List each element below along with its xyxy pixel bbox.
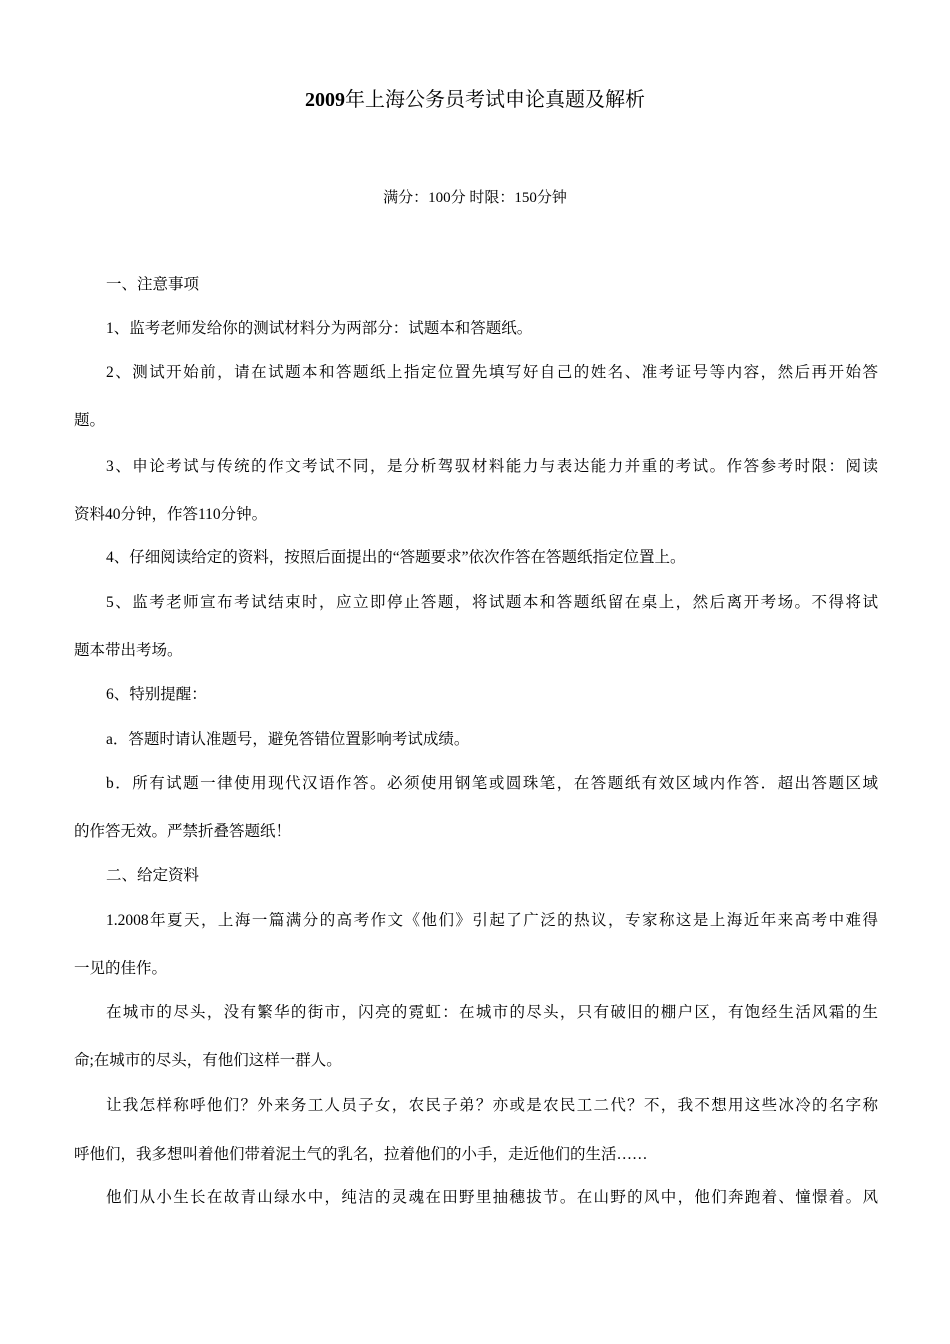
document-title bbox=[0, 86, 950, 114]
notice-item-6b-line-2: 的作答无效。严禁折叠答题纸！ bbox=[74, 823, 292, 840]
notice-item-1: 1、监考老师发给你的测试材料分为两部分：试题本和答题纸。 bbox=[106, 320, 533, 337]
notice-item-2-line-2: 题。 bbox=[74, 412, 106, 429]
notice-heading: 一、注意事项 bbox=[106, 276, 200, 293]
notice-item-5-line-2: 题本带出考场。 bbox=[74, 642, 183, 659]
materials-heading: 二、给定资料 bbox=[106, 867, 200, 884]
notice-item-6: 6、特别提醒： bbox=[106, 686, 207, 703]
material-2-line-1: 在城市的尽头，没有繁华的街市，闪亮的霓虹：在城市的尽头，只有破旧的棚户区，有饱经生活风霜的生 bbox=[106, 1004, 878, 1021]
title-year: 2009 bbox=[305, 89, 345, 111]
notice-item-4: 4、仔细阅读给定的资料，按照后面提出的“答题要求”依次作答在答题纸指定位置上。 bbox=[106, 549, 686, 566]
material-4-line-1: 他们从小生长在故青山绿水中，纯洁的灵魂在田野里抽穗拔节。在山野的风中，他们奔跑着、憧憬着。风 bbox=[106, 1189, 878, 1206]
exam-info: 满分：100分 时限：150分钟 bbox=[383, 190, 567, 206]
notice-item-5-line-1: 5、监考老师宣布考试结束时，应立即停止答题，将试题本和答题纸留在桌上，然后离开考场。不得将试 bbox=[106, 594, 878, 611]
notice-item-2-line-1: 2、测试开始前，请在试题本和答题纸上指定位置先填写好自己的姓名、准考证号等内容，然后再开始答 bbox=[106, 364, 878, 381]
notice-item-3-line-1: 3、申论考试与传统的作文考试不同，是分析驾驭材料能力与表达能力并重的考试。作答参考时限：阅读 bbox=[106, 458, 878, 475]
notice-item-6a: a．答题时请认准题号，避免答错位置影响考试成绩。 bbox=[106, 731, 470, 748]
material-1-line-1: 1.2008年夏天，上海一篇满分的高考作文《他们》引起了广泛的热议，专家称这是上海近年来高考中难得 bbox=[106, 912, 878, 929]
material-1-line-2: 一见的佳作。 bbox=[74, 960, 168, 977]
notice-item-3-line-2: 资料40分钟，作答110分钟。 bbox=[74, 506, 268, 523]
material-3-line-2: 呼他们，我多想叫着他们带着泥土气的乳名，拉着他们的小手，走近他们的生活…… bbox=[74, 1146, 648, 1163]
material-3-line-1: 让我怎样称呼他们？外来务工人员子女，农民子弟？亦或是农民工二代？不，我不想用这些冰冷的名字称 bbox=[106, 1097, 878, 1114]
material-2-line-2: 命;在城市的尽头，有他们这样一群人。 bbox=[74, 1052, 342, 1069]
notice-item-6b-line-1: b．所有试题一律使用现代汉语作答。必须使用钢笔或圆珠笔，在答题纸有效区域内作答．超出答题区域 bbox=[106, 775, 878, 792]
title-text: 年上海公务员考试申论真题及解析 bbox=[345, 89, 645, 111]
